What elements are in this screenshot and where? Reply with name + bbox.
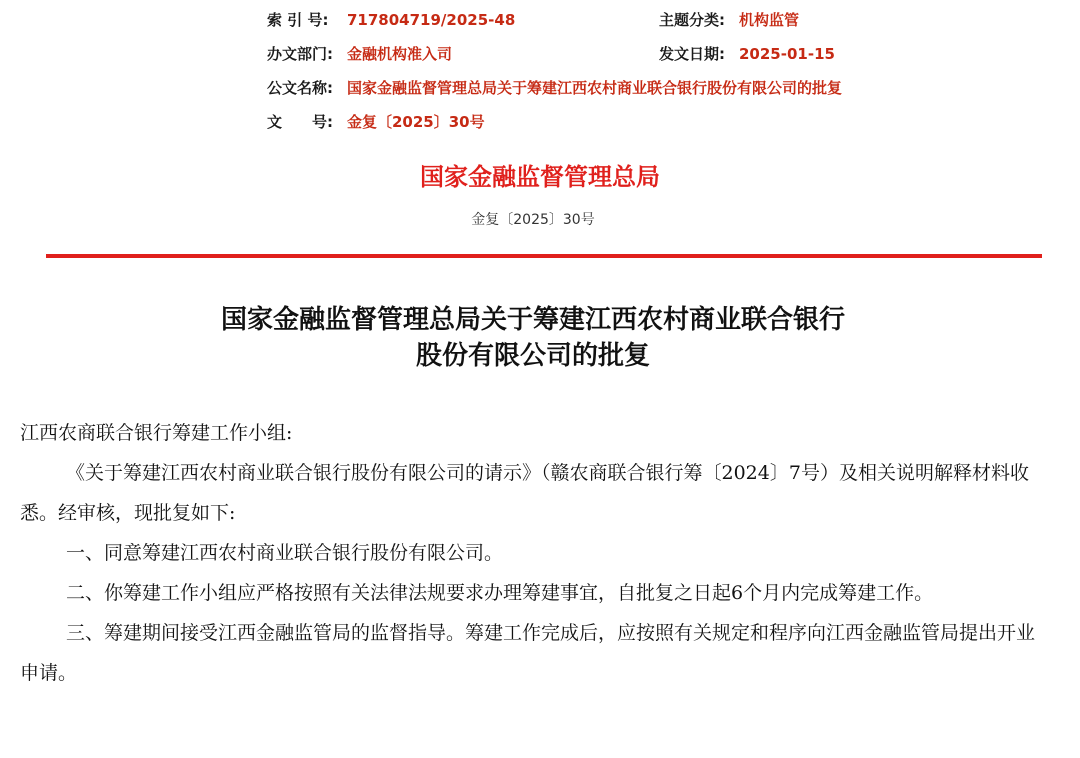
document-number-subheading: 金复〔2025〕30号 xyxy=(471,212,595,228)
document-metadata xyxy=(267,8,1047,144)
index-number-label: 索 引 号: xyxy=(267,11,329,29)
issuing-department-label: 办文部门: xyxy=(267,45,333,63)
document-number-label: 文 号: xyxy=(267,113,333,131)
document-title-line-1: 国家金融监督管理总局关于筹建江西农村商业联合银行 xyxy=(220,305,845,335)
meta-row-1 xyxy=(267,8,1047,42)
topic-category-label: 主题分类: xyxy=(659,11,725,29)
topic-category-value: 机构监管 xyxy=(739,11,800,29)
red-divider-line xyxy=(46,254,1042,258)
meta-row-4 xyxy=(267,110,1047,144)
approval-item-2: 二、你筹建工作小组应严格按照有关法律法规要求办理筹建事宜，自批复之日起6个月内完成筹建工作。 xyxy=(66,582,934,604)
issue-date-label: 发文日期: xyxy=(659,45,725,63)
meta-row-3 xyxy=(267,76,1047,110)
intro-paragraph: 《关于筹建江西农村商业联合银行股份有限公司的请示》（赣农商联合银行筹〔2024〕7号）及相关说明解释材料收悉。经审核，现批复如下: xyxy=(20,462,1029,524)
approval-item-1: 一、同意筹建江西农村商业联合银行股份有限公司。 xyxy=(66,542,504,564)
document-number-value: 金复〔2025〕30号 xyxy=(347,113,485,131)
index-number-value: 717804719/2025-48 xyxy=(347,11,516,29)
document-title-line-2: 股份有限公司的批复 xyxy=(415,341,650,371)
approval-item-3: 三、筹建期间接受江西金融监管局的监督指导。筹建工作完成后，应按照有关规定和程序向江西金融监管局提出开业申请。 xyxy=(20,622,1036,684)
issue-date-value: 2025-01-15 xyxy=(739,45,835,63)
meta-row-2 xyxy=(267,42,1047,76)
document-name-value: 国家金融监督管理总局关于筹建江西农村商业联合银行股份有限公司的批复 xyxy=(347,79,843,97)
document-title xyxy=(0,302,1066,374)
document-name-label: 公文名称: xyxy=(267,79,333,97)
addressee: 江西农商联合银行筹建工作小组: xyxy=(20,422,293,444)
issuing-department-value: 金融机构准入司 xyxy=(347,45,453,63)
issuing-agency-heading: 国家金融监督管理总局 xyxy=(420,163,660,191)
document-body xyxy=(20,413,1050,693)
